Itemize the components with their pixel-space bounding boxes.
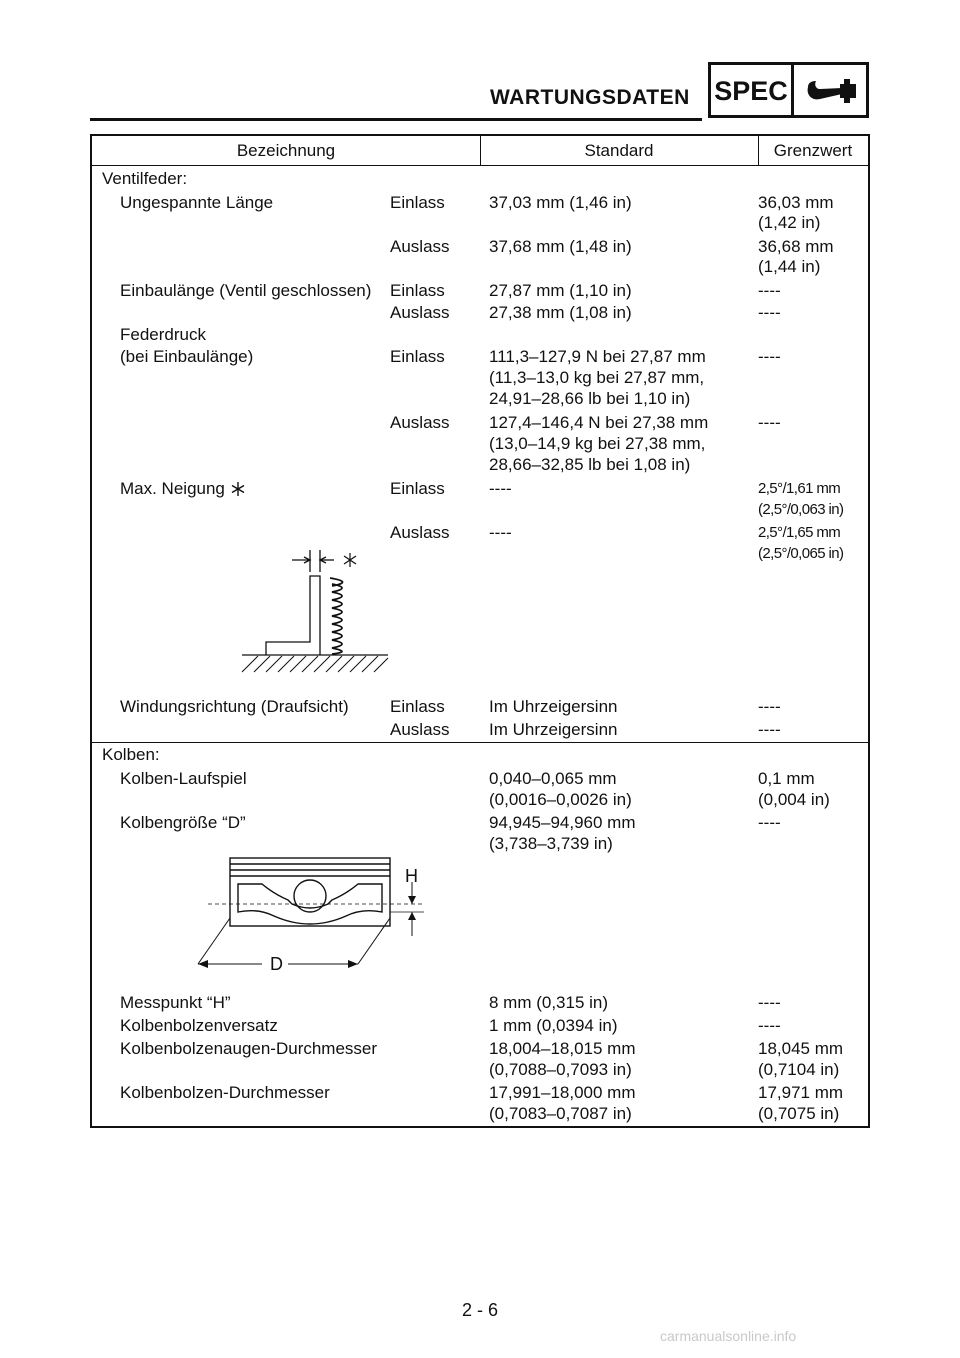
limit-value: ----: [758, 413, 781, 432]
column-header-standard: Standard: [584, 141, 654, 160]
watermark-link[interactable]: carmanualsonline.info: [660, 1328, 797, 1344]
limit-value: ----: [758, 813, 781, 832]
row-label: Einbaulänge (Ventil geschlossen): [120, 281, 372, 300]
limit-value: ----: [758, 993, 781, 1012]
row-label: Windungsrichtung (Draufsicht): [120, 697, 349, 716]
section-divider: [92, 742, 868, 743]
limit-value: ----: [758, 281, 781, 300]
limit-value: ----: [758, 303, 781, 322]
limit-value: (0,004 in): [758, 790, 830, 809]
standard-value: Im Uhrzeigersinn: [489, 720, 618, 739]
row-sub-label: Auslass: [390, 413, 450, 432]
row-label: Kolbenbolzen-Durchmesser: [120, 1083, 330, 1102]
limit-value: 36,03 mm: [758, 193, 834, 212]
limit-value: 2,5°/1,65 mm: [758, 524, 841, 541]
standard-value: 37,03 mm (1,46 in): [489, 193, 632, 212]
row-label: Kolbenbolzenversatz: [120, 1016, 278, 1035]
diagram-label-h: H: [405, 866, 418, 886]
standard-value: 27,38 mm (1,08 in): [489, 303, 632, 322]
row-sub-label: Einlass: [390, 193, 445, 212]
limit-value: ----: [758, 1016, 781, 1035]
limit-value: 18,045 mm: [758, 1039, 844, 1058]
section-title-spring: Ventilfeder:: [102, 169, 188, 188]
standard-value: 111,3–127,9 N bei 27,87 mm: [489, 347, 706, 366]
standard-value: 0,040–0,065 mm: [489, 769, 617, 788]
diagram-label-d: D: [270, 954, 283, 974]
standard-value: 8 mm (0,315 in): [489, 993, 609, 1012]
spring-tilt-diagram: [232, 548, 402, 688]
limit-value: ----: [758, 347, 781, 366]
standard-value: 127,4–146,4 N bei 27,38 mm: [489, 413, 709, 432]
standard-value: 27,87 mm (1,10 in): [489, 281, 632, 300]
row-label: Federdruck: [120, 325, 206, 344]
row-sub-label: Auslass: [390, 237, 450, 256]
spec-table: [90, 134, 870, 1128]
limit-value: (0,7104 in): [758, 1060, 840, 1079]
wrench-badge: [791, 62, 869, 118]
row-label: Kolbenbolzenaugen-Durchmesser: [120, 1039, 378, 1058]
asterisk-icon: [344, 553, 356, 567]
row-label: Messpunkt “H”: [120, 993, 231, 1012]
limit-value: 0,1 mm: [758, 769, 815, 788]
standard-value: 24,91–28,66 lb bei 1,10 in): [489, 389, 691, 408]
row-sub-label: Auslass: [390, 523, 450, 542]
row-label: Kolben-Laufspiel: [120, 769, 247, 788]
limit-value: 36,68 mm: [758, 237, 834, 256]
standard-value: 17,991–18,000 mm: [489, 1083, 636, 1102]
standard-value: ----: [489, 479, 512, 498]
row-sub-label: Einlass: [390, 347, 445, 366]
row-label: (bei Einbaulänge): [120, 347, 254, 366]
standard-value: 18,004–18,015 mm: [489, 1039, 636, 1058]
standard-value: 94,945–94,960 mm: [489, 813, 636, 832]
column-header-name: Bezeichnung: [236, 141, 336, 160]
header-rule: [90, 118, 702, 121]
standard-value: 28,66–32,85 lb bei 1,08 in): [489, 455, 691, 474]
standard-value: (13,0–14,9 kg bei 27,38 mm,: [489, 434, 706, 453]
row-sub-label: Einlass: [390, 281, 445, 300]
limit-value: ----: [758, 720, 781, 739]
row-label: Kolbengröße “D”: [120, 813, 246, 832]
spec-badge: SPEC: [708, 62, 794, 118]
row-sub-label: Auslass: [390, 303, 450, 322]
limit-value: (2,5°/0,063 in): [758, 501, 844, 518]
row-sub-label: Auslass: [390, 720, 450, 739]
column-divider: [480, 136, 481, 166]
limit-value: (1,42 in): [758, 213, 821, 232]
standard-value: (0,0016–0,0026 in): [489, 790, 632, 809]
asterisk-icon: [230, 481, 246, 497]
column-header-limit: Grenzwert: [773, 141, 853, 160]
standard-value: 37,68 mm (1,48 in): [489, 237, 632, 256]
row-label: Max. Neigung: [120, 479, 225, 498]
row-sub-label: Einlass: [390, 697, 445, 716]
standard-value: (3,738–3,739 in): [489, 834, 613, 853]
standard-value: 1 mm (0,0394 in): [489, 1016, 618, 1035]
limit-value: (2,5°/0,065 in): [758, 545, 844, 562]
section-title-piston: Kolben:: [102, 745, 160, 764]
column-divider: [758, 136, 759, 166]
row-sub-label: Einlass: [390, 479, 445, 498]
page-title: WARTUNGSDATEN: [490, 86, 690, 109]
limit-value: 17,971 mm: [758, 1083, 844, 1102]
row-label: Ungespannte Länge: [120, 193, 274, 212]
standard-value: (0,7083–0,7087 in): [489, 1104, 632, 1123]
standard-value: (0,7088–0,7093 in): [489, 1060, 632, 1079]
limit-value: (0,7075 in): [758, 1104, 840, 1123]
limit-value: ----: [758, 697, 781, 716]
limit-value: (1,44 in): [758, 257, 821, 276]
standard-value: ----: [489, 523, 512, 542]
page-number: 2 - 6: [461, 1300, 499, 1320]
wrench-icon: [802, 75, 862, 109]
standard-value: Im Uhrzeigersinn: [489, 697, 618, 716]
limit-value: 2,5°/1,61 mm: [758, 480, 841, 497]
standard-value: (11,3–13,0 kg bei 27,87 mm,: [489, 368, 705, 387]
